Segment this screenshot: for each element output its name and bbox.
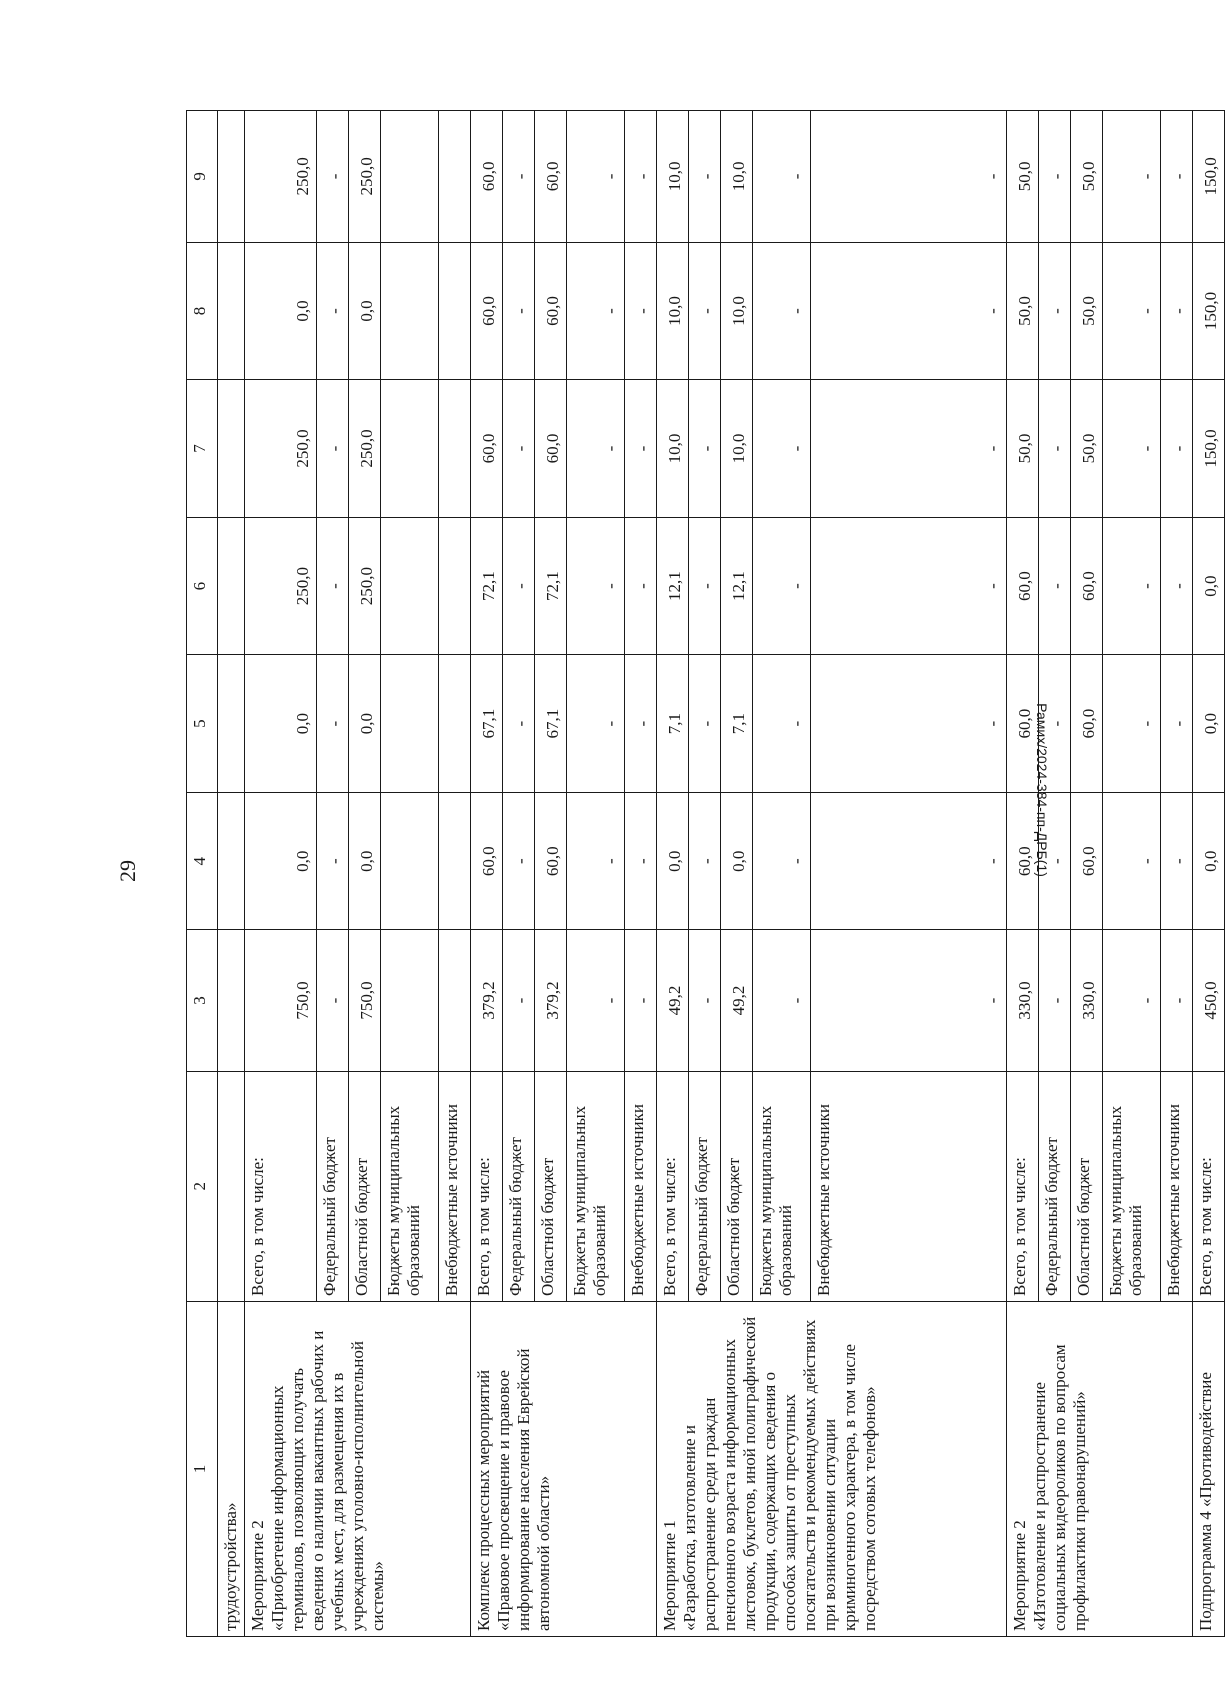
amount-cell: -	[811, 380, 1007, 518]
amount-cell: -	[317, 111, 349, 243]
column-header-7: 7	[187, 380, 218, 518]
empty-cell	[218, 517, 245, 655]
amount-cell: -	[1039, 242, 1071, 380]
event-title-cell: Комплекс процессных мероприятий «Правовое просвещение и правовое информирование населения Еврейской автономной области»	[471, 1301, 657, 1636]
column-header-1: 1	[187, 1301, 218, 1636]
amount-cell: 60,0	[1007, 792, 1039, 930]
amount-cell: -	[317, 242, 349, 380]
amount-cell: -	[1103, 655, 1161, 793]
amount-cell: -	[625, 792, 657, 930]
amount-cell: -	[567, 111, 625, 243]
amount-cell: 60,0	[1007, 655, 1039, 793]
empty-cell	[218, 242, 245, 380]
amount-cell: -	[689, 242, 721, 380]
amount-cell: 50,0	[1071, 111, 1103, 243]
amount-cell: 7,1	[657, 655, 689, 793]
empty-cell	[218, 380, 245, 518]
funding-source-cell: Всего, в том числе:	[245, 1071, 317, 1301]
column-header-5: 5	[187, 655, 218, 793]
amount-cell: -	[811, 517, 1007, 655]
amount-cell: -	[811, 242, 1007, 380]
amount-cell	[439, 792, 471, 930]
amount-cell: -	[1161, 517, 1193, 655]
amount-cell: 67,1	[471, 655, 503, 793]
amount-cell: 60,0	[535, 242, 567, 380]
amount-cell: 60,0	[535, 380, 567, 518]
amount-cell: 72,1	[471, 517, 503, 655]
funding-source-cell: Областной бюджет	[535, 1071, 567, 1301]
amount-cell: 10,0	[657, 380, 689, 518]
amount-cell: 60,0	[535, 792, 567, 930]
amount-cell	[381, 380, 439, 518]
amount-cell	[439, 655, 471, 793]
amount-cell: 0,0	[245, 655, 317, 793]
amount-cell: 50,0	[1007, 380, 1039, 518]
empty-cell	[218, 792, 245, 930]
amount-cell	[381, 930, 439, 1071]
amount-cell: 50,0	[1007, 242, 1039, 380]
amount-cell: -	[811, 655, 1007, 793]
amount-cell: -	[811, 792, 1007, 930]
amount-cell: -	[567, 380, 625, 518]
page-number: 29	[115, 860, 140, 882]
amount-cell: -	[567, 655, 625, 793]
amount-cell: 0,0	[349, 655, 381, 793]
amount-cell: -	[317, 792, 349, 930]
amount-cell: -	[567, 242, 625, 380]
table-row	[1193, 111, 1225, 1637]
table-row	[471, 111, 503, 1637]
amount-cell: 0,0	[1193, 655, 1225, 793]
amount-cell: 10,0	[721, 242, 753, 380]
amount-cell: -	[625, 242, 657, 380]
amount-cell: 49,2	[721, 930, 753, 1071]
amount-cell: 330,0	[1007, 930, 1039, 1071]
amount-cell	[381, 655, 439, 793]
funding-source-cell: Федеральный бюджет	[503, 1071, 535, 1301]
column-header-2: 2	[187, 1071, 218, 1301]
amount-cell: 150,0	[1193, 242, 1225, 380]
amount-cell: 450,0	[1193, 930, 1225, 1071]
amount-cell: 60,0	[1007, 517, 1039, 655]
amount-cell: -	[503, 242, 535, 380]
event-title-cell: Мероприятие 2 «Приобретение информационных терминалов, позволяющих получать сведения о наличии вакантных рабочих и учебных мест, для размещения их в учреждениях уголовно-исполнительной системы»	[245, 1301, 471, 1636]
empty-cell	[218, 930, 245, 1071]
amount-cell: -	[1103, 242, 1161, 380]
amount-cell: -	[1103, 111, 1161, 243]
funding-source-cell: Бюджеты муниципальных образований	[381, 1071, 439, 1301]
amount-cell: 0,0	[349, 242, 381, 380]
amount-cell: -	[503, 930, 535, 1071]
funding-source-cell: Областной бюджет	[1071, 1071, 1103, 1301]
amount-cell: -	[1161, 242, 1193, 380]
amount-cell	[439, 111, 471, 243]
amount-cell: -	[625, 380, 657, 518]
amount-cell: -	[689, 111, 721, 243]
column-header-3: 3	[187, 930, 218, 1071]
amount-cell: 0,0	[245, 792, 317, 930]
amount-cell: -	[317, 930, 349, 1071]
amount-cell: -	[503, 792, 535, 930]
amount-cell: 250,0	[245, 517, 317, 655]
table-row	[218, 111, 245, 1637]
amount-cell: -	[1161, 380, 1193, 518]
funding-source-cell: Бюджеты муниципальных образований	[567, 1071, 625, 1301]
funding-source-cell: Областной бюджет	[721, 1071, 753, 1301]
amount-cell: -	[1039, 792, 1071, 930]
amount-cell: 750,0	[349, 930, 381, 1071]
amount-cell	[381, 517, 439, 655]
funding-source-cell: Внебюджетные источники	[625, 1071, 657, 1301]
amount-cell: 379,2	[471, 930, 503, 1071]
amount-cell: -	[753, 517, 811, 655]
amount-cell: -	[1161, 930, 1193, 1071]
amount-cell: -	[1039, 930, 1071, 1071]
empty-cell	[218, 111, 245, 243]
amount-cell: 0,0	[1193, 792, 1225, 930]
amount-cell: -	[1161, 111, 1193, 243]
amount-cell: -	[503, 517, 535, 655]
amount-cell: 60,0	[1071, 517, 1103, 655]
amount-cell: -	[1103, 930, 1161, 1071]
amount-cell: 0,0	[721, 792, 753, 930]
funding-source-cell: Федеральный бюджет	[689, 1071, 721, 1301]
table-row	[245, 111, 317, 1637]
column-header-8: 8	[187, 242, 218, 380]
funding-source-cell: Бюджеты муниципальных образований	[753, 1071, 811, 1301]
amount-cell: 12,1	[721, 517, 753, 655]
amount-cell: 330,0	[1071, 930, 1103, 1071]
funding-source-cell: Областной бюджет	[349, 1071, 381, 1301]
amount-cell: -	[753, 380, 811, 518]
amount-cell: 0,0	[657, 792, 689, 930]
amount-cell: 72,1	[535, 517, 567, 655]
amount-cell: -	[317, 380, 349, 518]
amount-cell: -	[1039, 517, 1071, 655]
empty-cell	[218, 1071, 245, 1301]
amount-cell: -	[317, 655, 349, 793]
funding-source-cell: Всего, в том числе:	[1007, 1071, 1039, 1301]
funding-source-cell: Внебюджетные источники	[439, 1071, 471, 1301]
funding-source-cell: Федеральный бюджет	[317, 1071, 349, 1301]
amount-cell: 7,1	[721, 655, 753, 793]
amount-cell: -	[753, 655, 811, 793]
amount-cell: -	[625, 111, 657, 243]
amount-cell	[381, 792, 439, 930]
amount-cell: 50,0	[1071, 380, 1103, 518]
funding-source-cell: Всего, в том числе:	[471, 1071, 503, 1301]
amount-cell: -	[1161, 792, 1193, 930]
amount-cell: 0,0	[245, 242, 317, 380]
amount-cell: -	[811, 111, 1007, 243]
amount-cell: -	[625, 517, 657, 655]
continued-text: трудоустройства»	[218, 1301, 245, 1636]
amount-cell: 750,0	[245, 930, 317, 1071]
amount-cell: 10,0	[721, 380, 753, 518]
funding-source-cell: Бюджеты муниципальных образований	[1103, 1071, 1161, 1301]
amount-cell: 50,0	[1007, 111, 1039, 243]
funding-source-cell: Внебюджетные источники	[1161, 1071, 1193, 1301]
amount-cell	[439, 380, 471, 518]
event-title-cell: Подпрограмма 4 «Противодействие	[1193, 1301, 1225, 1636]
amount-cell: 50,0	[1071, 242, 1103, 380]
amount-cell: 60,0	[471, 111, 503, 243]
funding-source-cell: Федеральный бюджет	[1039, 1071, 1071, 1301]
amount-cell: 60,0	[535, 111, 567, 243]
column-header-9: 9	[187, 111, 218, 243]
amount-cell	[381, 111, 439, 243]
funding-source-cell: Внебюджетные источники	[811, 1071, 1007, 1301]
amount-cell	[381, 242, 439, 380]
amount-cell: 0,0	[349, 792, 381, 930]
funding-source-cell: Всего, в том числе:	[657, 1071, 689, 1301]
amount-cell: -	[1161, 655, 1193, 793]
amount-cell: -	[811, 930, 1007, 1071]
amount-cell: 60,0	[471, 242, 503, 380]
amount-cell: -	[1103, 380, 1161, 518]
document-code: Рамих/2024-384-пп-ДРБ(1)	[1034, 703, 1050, 877]
amount-cell: 250,0	[349, 517, 381, 655]
amount-cell: -	[753, 242, 811, 380]
amount-cell: 60,0	[1071, 655, 1103, 793]
amount-cell: 250,0	[349, 111, 381, 243]
amount-cell: -	[753, 792, 811, 930]
amount-cell: -	[689, 380, 721, 518]
amount-cell: -	[1103, 517, 1161, 655]
amount-cell: -	[625, 655, 657, 793]
amount-cell	[439, 930, 471, 1071]
amount-cell: -	[689, 517, 721, 655]
amount-cell: -	[503, 655, 535, 793]
amount-cell: -	[567, 517, 625, 655]
amount-cell: -	[689, 930, 721, 1071]
amount-cell: -	[1039, 111, 1071, 243]
amount-cell: 250,0	[349, 380, 381, 518]
amount-cell: -	[1039, 655, 1071, 793]
amount-cell: -	[1103, 792, 1161, 930]
amount-cell: -	[317, 517, 349, 655]
funding-source-cell: Всего, в том числе:	[1193, 1071, 1225, 1301]
amount-cell: 379,2	[535, 930, 567, 1071]
amount-cell: 60,0	[471, 380, 503, 518]
amount-cell: 67,1	[535, 655, 567, 793]
amount-cell: 250,0	[245, 111, 317, 243]
amount-cell: -	[567, 930, 625, 1071]
amount-cell: 10,0	[721, 111, 753, 243]
budget-table	[186, 110, 1225, 1637]
event-title-cell: Мероприятие 2 «Изготовление и распространение социальных видеороликов по вопросам профилактики правонарушений»	[1007, 1301, 1193, 1636]
column-header-6: 6	[187, 517, 218, 655]
amount-cell: -	[567, 792, 625, 930]
amount-cell: 12,1	[657, 517, 689, 655]
amount-cell: 0,0	[1193, 517, 1225, 655]
amount-cell: -	[1039, 380, 1071, 518]
amount-cell: 49,2	[657, 930, 689, 1071]
event-title-cell: Мероприятие 1 «Разработка, изготовление и распространение среди граждан пенсионного возраста информационных листовок, буклетов, иной полиграфической продукции, содержащих сведения о способах защиты от преступных посягательств и рекомендуемых действиях при возникновении ситуации криминогенного характера, в том числе посредством сотовых телефонов»	[657, 1301, 1007, 1636]
amount-cell: 60,0	[471, 792, 503, 930]
amount-cell: -	[503, 111, 535, 243]
amount-cell: 60,0	[1071, 792, 1103, 930]
amount-cell: 150,0	[1193, 380, 1225, 518]
amount-cell: -	[503, 380, 535, 518]
amount-cell	[439, 242, 471, 380]
amount-cell	[439, 517, 471, 655]
table-body	[218, 111, 1225, 1637]
amount-cell: -	[689, 792, 721, 930]
table-row	[657, 111, 689, 1637]
amount-cell: -	[689, 655, 721, 793]
amount-cell: 10,0	[657, 111, 689, 243]
empty-cell	[218, 655, 245, 793]
amount-cell: -	[753, 930, 811, 1071]
table-row	[1007, 111, 1039, 1637]
amount-cell: 150,0	[1193, 111, 1225, 243]
amount-cell: -	[753, 111, 811, 243]
header-row	[187, 111, 218, 1637]
amount-cell: 10,0	[657, 242, 689, 380]
column-header-4: 4	[187, 792, 218, 930]
amount-cell: 250,0	[245, 380, 317, 518]
amount-cell: -	[625, 930, 657, 1071]
